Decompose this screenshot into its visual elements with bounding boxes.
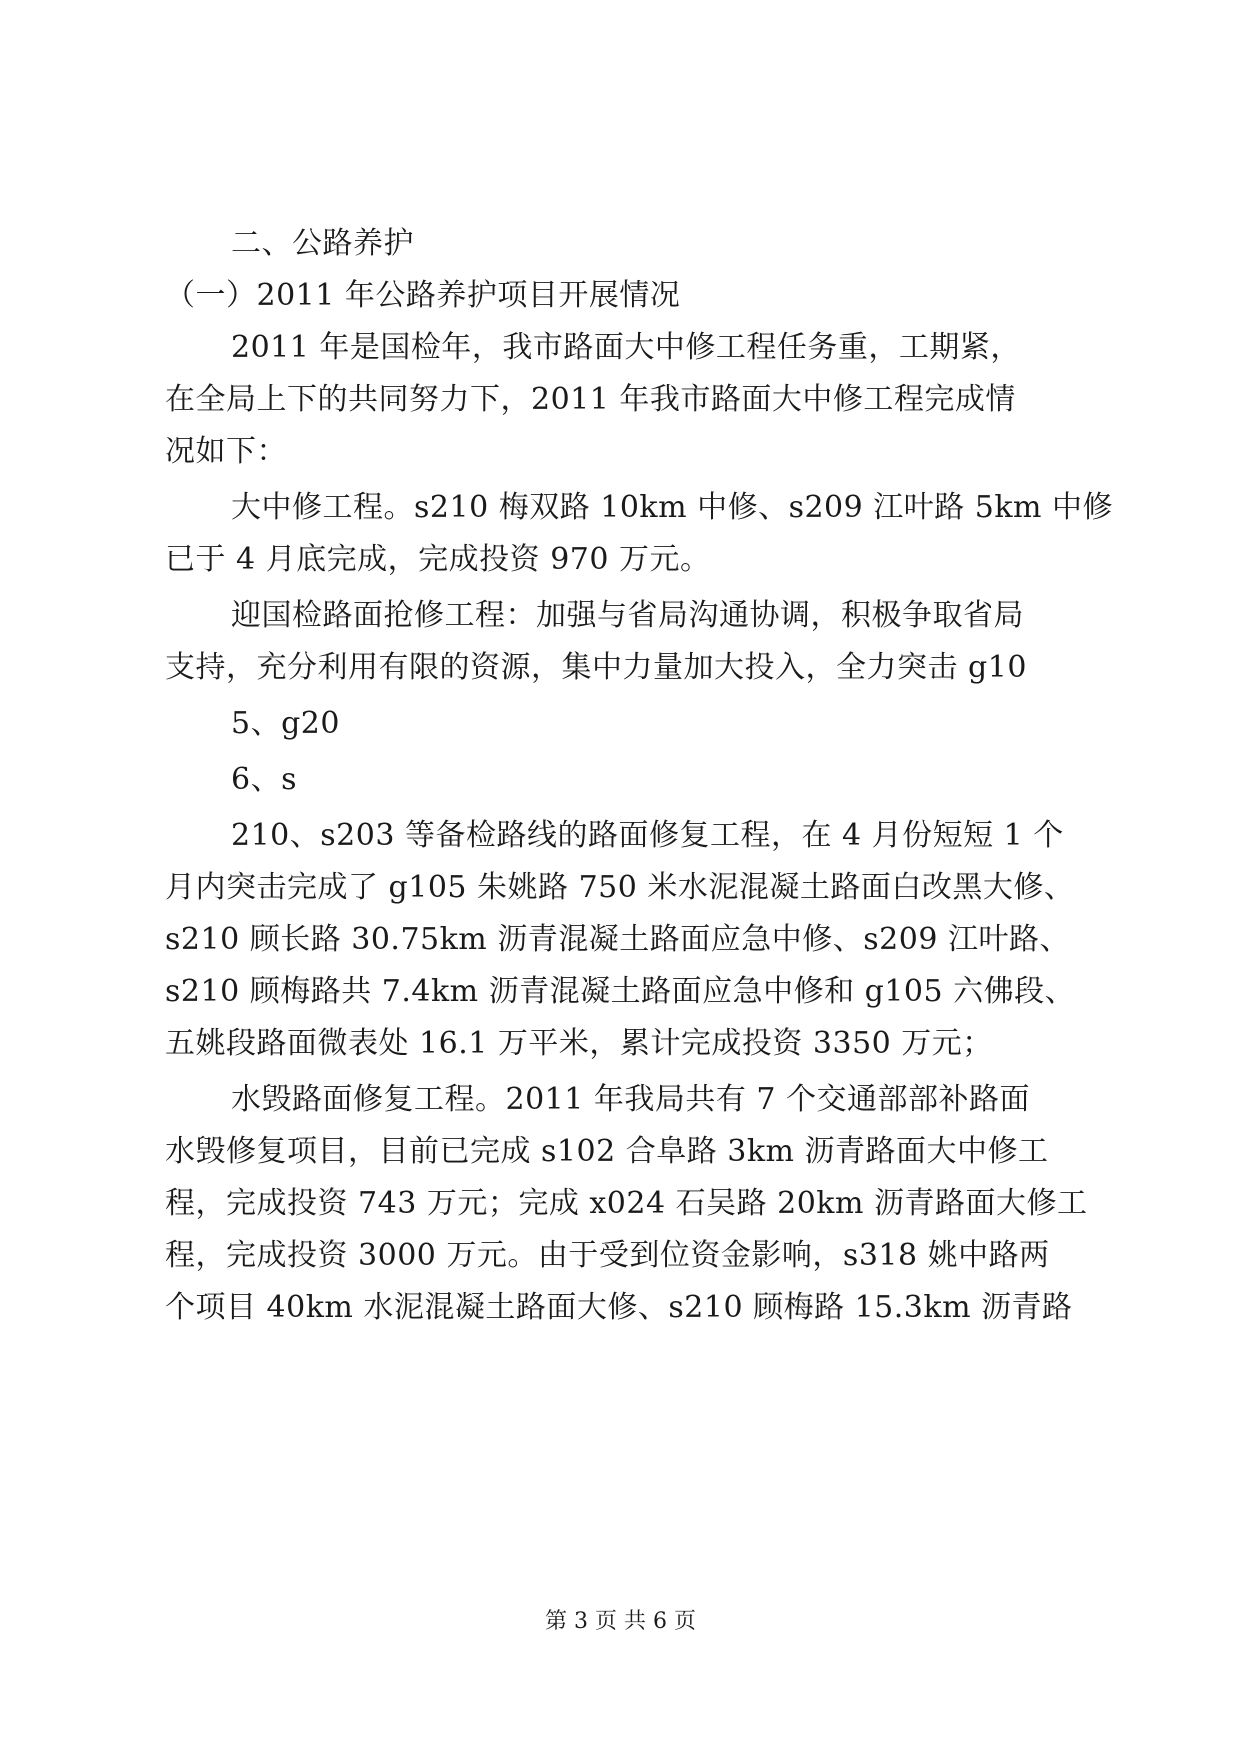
subsection-heading: （一）2011 年公路养护项目开展情况 [165,278,681,313]
paragraph-line: 大中修工程。s210 梅双路 10km 中修、s209 江叶路 5km 中修 [231,490,1114,525]
paragraph-line: 迎国检路面抢修工程：加强与省局沟通协调，积极争取省局 [231,598,1024,633]
paragraph-line: 水毁路面修复工程。2011 年我局共有 7 个交通部部补路面 [231,1082,1031,1117]
paragraph-line: 6、s [231,762,297,797]
page-number-footer: 第 3 页 共 6 页 [545,1609,696,1634]
paragraph-line: 5、g20 [231,706,340,741]
paragraph-line: 2011 年是国检年，我市路面大中修工程任务重，工期紧， [231,330,1021,365]
section-heading: 二、公路养护 [231,226,414,261]
paragraph-line: 已于 4 月底完成，完成投资 970 万元。 [165,542,711,577]
paragraph-line: s210 顾长路 30.75km 沥青混凝土路面应急中修、s209 江叶路、 [165,922,1070,957]
paragraph-line: 支持，充分利用有限的资源，集中力量加大投入，全力突击 g10 [165,650,1027,685]
paragraph-line: 水毁修复项目，目前已完成 s102 合阜路 3km 沥青路面大中修工 [165,1134,1049,1169]
paragraph-line: 五姚段路面微表处 16.1 万平米，累计完成投资 3350 万元； [165,1026,993,1061]
paragraph-line: 个项目 40km 水泥混凝土路面大修、s210 顾梅路 15.3km 沥青路 [165,1290,1073,1325]
paragraph-line: 210、s203 等备检路线的路面修复工程，在 4 月份短短 1 个 [231,818,1064,853]
paragraph-line: 在全局上下的共同努力下，2011 年我市路面大中修工程完成情 [165,382,1016,417]
paragraph-line: 程，完成投资 3000 万元。由于受到位资金影响，s318 姚中路两 [165,1238,1050,1273]
paragraph-line: 月内突击完成了 g105 朱姚路 750 米水泥混凝土路面白改黑大修、 [165,870,1075,905]
paragraph-line: s210 顾梅路共 7.4km 沥青混凝土路面应急中修和 g105 六佛段、 [165,974,1076,1009]
paragraph-line: 况如下： [165,434,287,469]
paragraph-line: 程，完成投资 743 万元；完成 x024 石吴路 20km 沥青路面大修工 [165,1186,1088,1221]
